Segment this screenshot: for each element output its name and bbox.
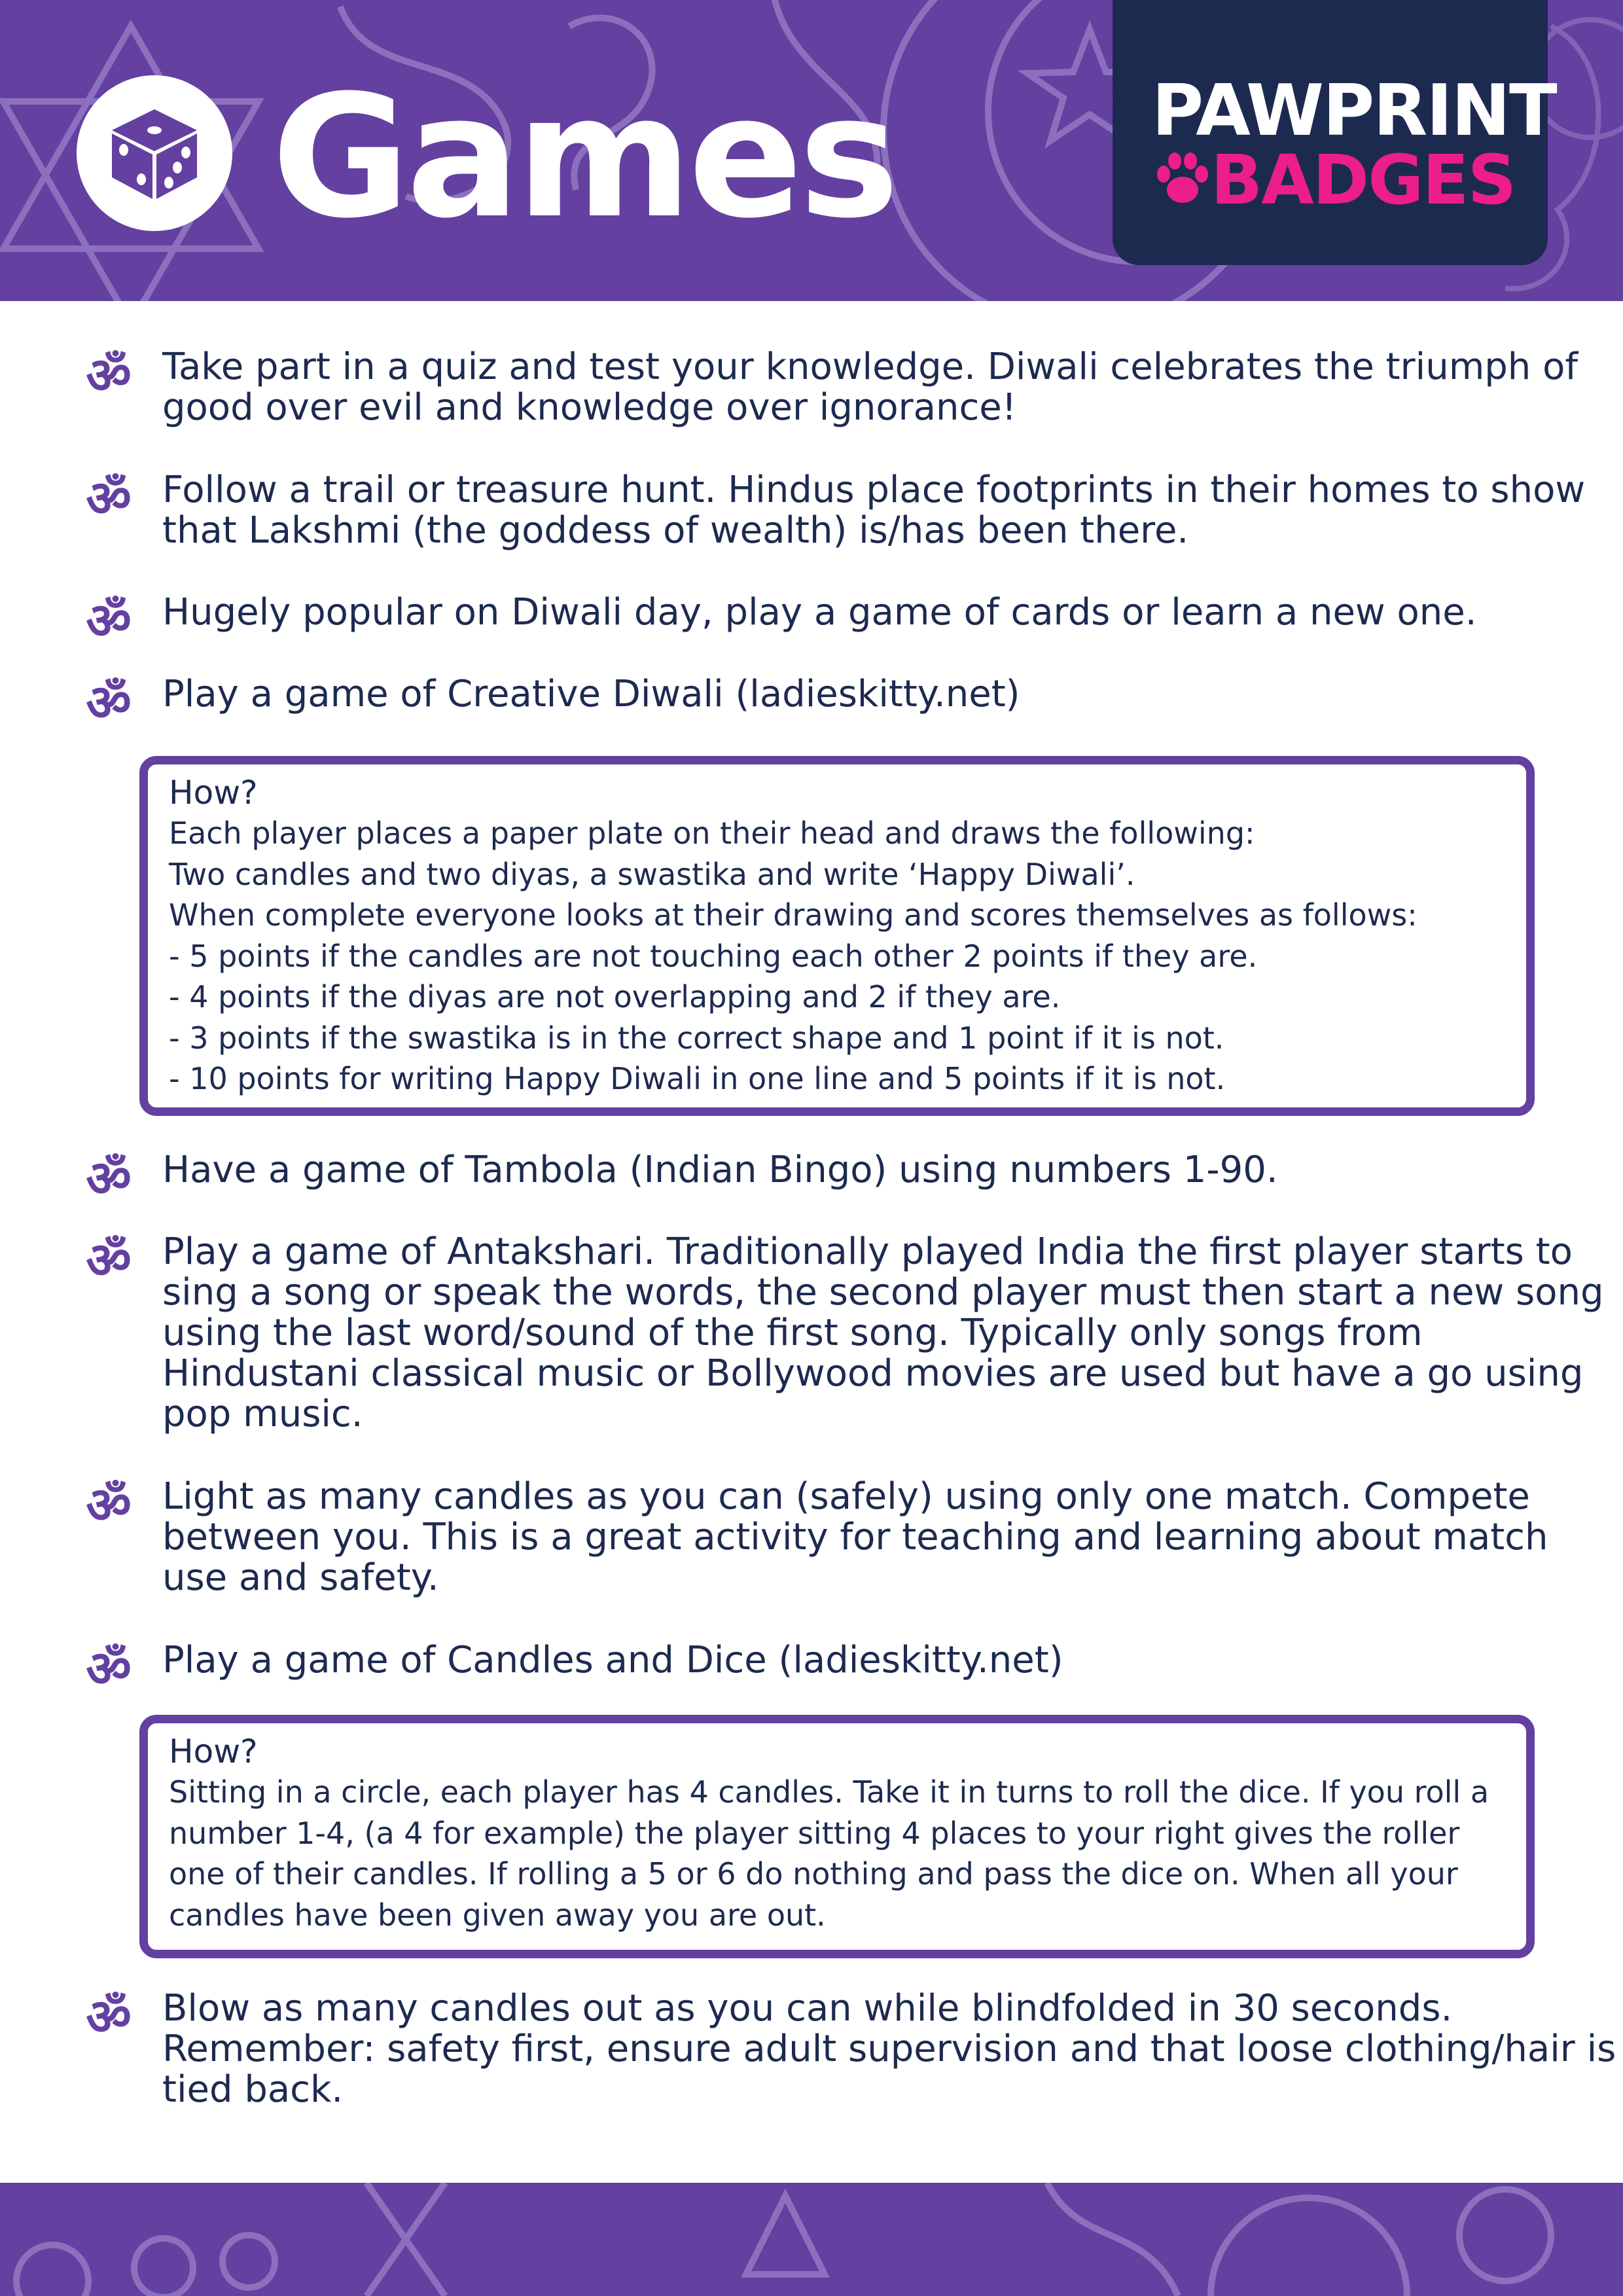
box-line: When complete everyone looks at their drawing and scores themselves as follows: [169,897,1418,933]
list-item-text: Have a game of Tambola (Indian Bingo) using numbers 1-90. [162,1149,1278,1191]
list-item-text: Take part in a quiz and test your knowledge. Diwali celebrates the triumph of good over evil and knowledge over ignorance! [162,346,1578,429]
om-bullet-icon: ॐ [86,1988,132,2046]
how-to-box-candles-and-dice [139,1715,1535,1958]
list-item-text: Hugely popular on Diwali day, play a game of cards or learn a new one. [162,591,1477,634]
page-title: Games [272,59,896,255]
om-bullet-icon: ॐ [86,469,132,528]
list-item-text: Play a game of Candles and Dice (ladieskitty.net) [162,1639,1063,1681]
box-heading: How? [169,1732,258,1770]
logo-text-pawprint: PAWPRINT [1152,70,1556,152]
om-bullet-icon: ॐ [86,673,132,732]
om-bullet-icon: ॐ [86,1149,132,1208]
box-line: Each player places a paper plate on their head and draws the following: [169,816,1255,851]
paw-icon [1153,151,1212,209]
pawprint-badges-logo [1113,0,1556,265]
box-line: - 3 points if the swastika is in the correct shape and 1 point if it is not. [169,1020,1224,1056]
header-banner [0,0,1623,301]
om-bullet-icon: ॐ [86,592,132,650]
box-line: - 4 points if the diyas are not overlapping and 2 if they are. [169,979,1061,1014]
box-line: - 10 points for writing Happy Diwali in one line and 5 points if it is not. [169,1061,1226,1096]
list-item-text: Play a game of Antakshari. Traditionally played India the first player starts to sing a song or speak the words, the second player must then start a new song using the last word/sound of the first song. Typically only songs from Hindustani classical music or Bollywood movies are used but have a go using pop music. [162,1230,1604,1435]
how-to-box-creative-diwali [139,756,1535,1116]
list-item-text: Play a game of Creative Diwali (ladieskitty.net) [162,673,1020,715]
om-bullet-icon: ॐ [86,1476,132,1534]
dice-badge [77,75,232,231]
box-line: - 5 points if the candles are not touching each other 2 points if they are. [169,938,1258,974]
list-item-text: Light as many candles as you can (safely) using only one match. Compete between you. This is a great activity for teaching and learning about match use and safety. [162,1475,1548,1599]
dice-icon [105,104,204,202]
box-line: Two candles and two diyas, a swastika and write ‘Happy Diwali’. [169,856,1135,892]
box-paragraph: Sitting in a circle, each player has 4 candles. Take it in turns to roll the dice. If you roll a number 1-4, (a 4 for example) the player sitting 4 places to your right gives the roller one of their candles. If rolling a 5 or 6 do nothing and pass the dice on. When all your candles have been given away you are out. [169,1774,1489,1933]
om-bullet-icon: ॐ [86,1640,132,1698]
box-heading: How? [169,774,258,812]
list-item-text: Blow as many candles out as you can while blindfolded in 30 seconds. Remember: safety first, ensure adult supervision and that loose clothing/hair is tied back. [162,1987,1616,2111]
footer-pattern [0,2183,1623,2296]
om-bullet-icon: ॐ [86,1231,132,1289]
list-item-text: Follow a trail or treasure hunt. Hindus place footprints in their homes to show that Lakshmi (the goddess of wealth) is/has been there. [162,469,1586,552]
logo-text-badges: BADGES [1211,140,1516,220]
om-bullet-icon: ॐ [86,346,132,404]
footer-banner [0,2183,1623,2296]
